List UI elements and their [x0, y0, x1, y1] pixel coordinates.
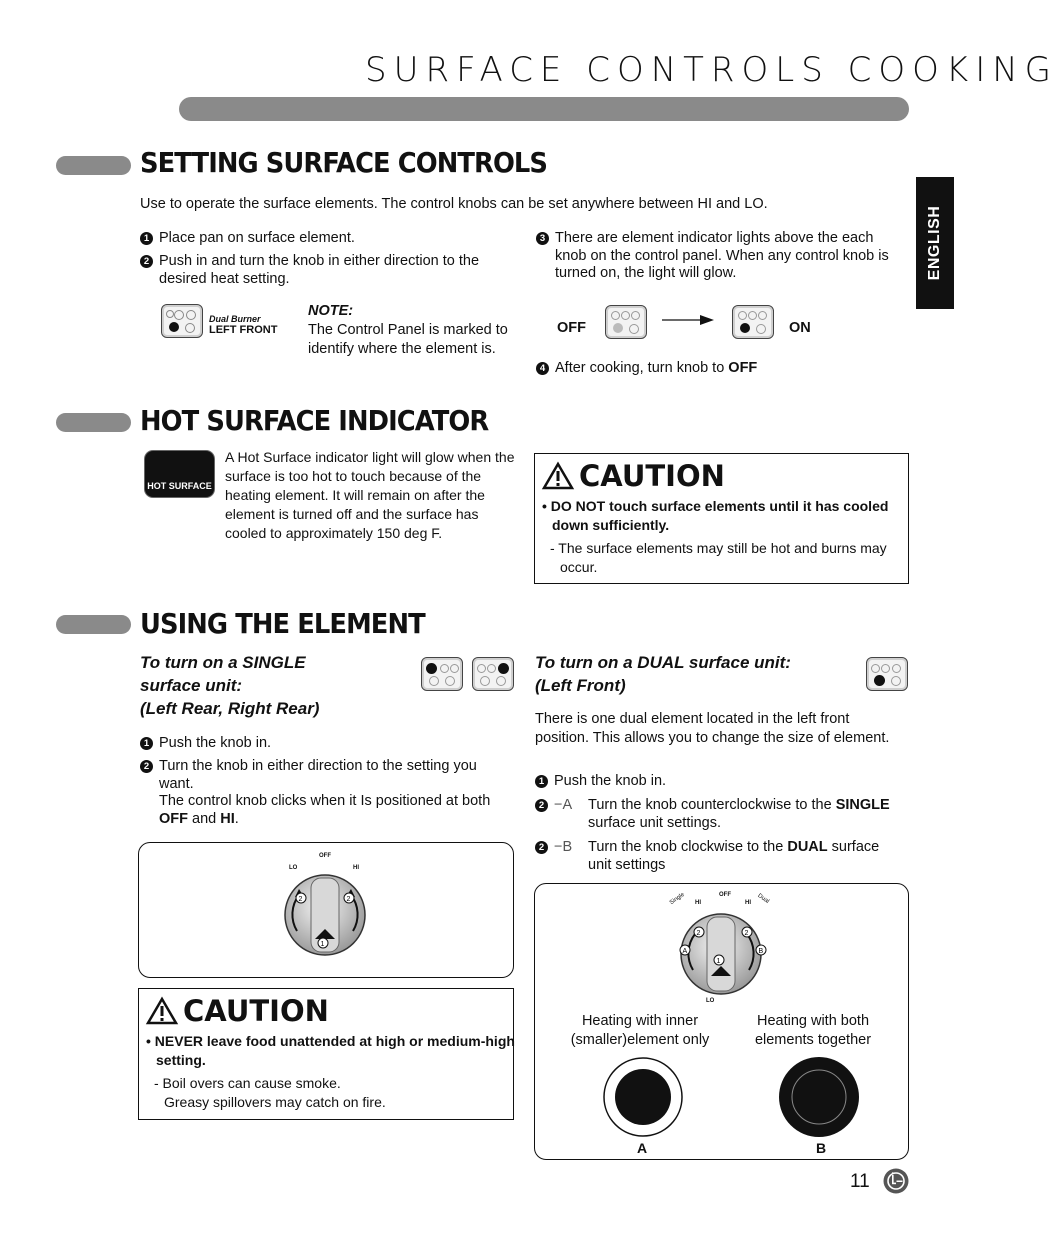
- heat-inner-label: Heating with inner (smaller)element only: [570, 1013, 710, 1048]
- dual-step-2a: 2 −A Turn the knob counterclockwise to the SINGLE surface unit settings.: [535, 797, 905, 832]
- knob-hi-right-label: HI: [745, 900, 751, 906]
- knob-hi-left-label: HI: [695, 900, 701, 906]
- warning-triangle-icon: [543, 462, 573, 490]
- dual-title: To turn on a DUAL surface unit: (Left Front): [535, 653, 791, 695]
- page-title: SURFACE CONTROLS COOKING: [365, 50, 1058, 90]
- caution-title: CAUTION: [147, 994, 329, 1028]
- dual-burner-panel-icon: [161, 304, 203, 338]
- caution-sub: - Boil overs can cause smoke. Greasy spillovers may catch on fire.: [154, 1075, 386, 1110]
- caution-box-unattended: [138, 988, 514, 1120]
- dual-step-1: 1 Push the knob in.: [535, 773, 905, 791]
- caution-box-touch: [534, 453, 909, 584]
- single-step-2: 2 Turn the knob in either direction to the setting you want. The control knob clicks when it Is positioned at both OFF and HI.: [140, 758, 510, 828]
- note-text: The Control Panel is marked to identify where the element is.: [308, 322, 508, 357]
- panel-icon-left-rear: [421, 657, 463, 691]
- panel-icon-right-rear: [472, 657, 514, 691]
- dual-step-2b: 2 −B Turn the knob clockwise to the DUAL surface unit settings: [535, 839, 905, 874]
- setting-heading: SETTING SURFACE CONTROLS: [140, 146, 548, 179]
- svg-text:B: B: [758, 948, 764, 955]
- dual-knob-icon: [663, 891, 783, 1012]
- setting-step-4: 4 After cooking, turn knob to OFF: [536, 360, 901, 378]
- off-label: OFF: [557, 320, 586, 336]
- knob-lo-label: LO: [706, 998, 715, 1004]
- svg-text:1: 1: [320, 941, 325, 948]
- caution-bullet: • NEVER leave food unattended at high or medium-high setting.: [146, 1033, 515, 1068]
- note-title: NOTE:: [308, 303, 354, 319]
- label-b: B: [816, 1140, 827, 1156]
- knob-dual-label: Dual: [756, 893, 770, 905]
- lg-logo-icon: [883, 1168, 909, 1194]
- section-pill: [56, 156, 131, 175]
- single-title: To turn on a SINGLE surface unit: (Left Rear, Right Rear): [140, 653, 320, 718]
- svg-text:2: 2: [696, 930, 701, 937]
- setting-intro: Use to operate the surface elements. The control knobs can be set anywhere between HI and LO.: [140, 196, 768, 212]
- title-bar: [179, 97, 909, 121]
- single-step-1: 1 Push the knob in.: [140, 735, 510, 753]
- setting-step-3: 3 There are element indicator lights above the each knob on the control panel. When any control knob is turned on, the light will glow.: [536, 230, 901, 283]
- using-heading: USING THE ELEMENT: [140, 607, 425, 640]
- caution-sub: - The surface elements may still be hot and burns may occur.: [550, 540, 887, 575]
- dual-knob-diagram: [534, 883, 909, 1160]
- svg-text:A: A: [682, 948, 688, 955]
- svg-text:2: 2: [346, 896, 351, 903]
- svg-text:2: 2: [298, 896, 303, 903]
- hot-surface-badge: HOT SURFACE: [145, 451, 214, 497]
- section-pill: [56, 413, 131, 432]
- knob-off-label: OFF: [719, 892, 731, 898]
- caution-title: CAUTION: [543, 459, 725, 493]
- svg-text:1: 1: [716, 958, 721, 965]
- knob-lo-label: LO: [289, 865, 298, 871]
- single-knob-icon: [267, 853, 387, 973]
- dual-burner-label: Dual Burner: [209, 314, 261, 324]
- on-label: ON: [789, 320, 811, 336]
- label-a: A: [637, 1140, 648, 1156]
- arrow-right-icon: [662, 313, 714, 327]
- single-knob-diagram: [138, 842, 514, 978]
- setting-step-2: 2 Push in and turn the knob in either direction to the desired heat setting.: [140, 253, 515, 288]
- language-label: ENGLISH: [926, 205, 943, 281]
- dual-element-icon: [778, 1056, 860, 1138]
- hot-surface-heading: HOT SURFACE INDICATOR: [140, 404, 489, 437]
- caution-bullet: • DO NOT touch surface elements until it has cooled down sufficiently.: [542, 498, 889, 533]
- hot-surface-text: A Hot Surface indicator light will glow when the surface is too hot to touch because of the heating element. It will remain on after the element is turned off and the surface has cooled to approximately 150 deg F.: [225, 449, 515, 541]
- panel-icon-on: [732, 305, 774, 339]
- language-tab: [916, 177, 954, 309]
- inner-element-icon: [602, 1056, 684, 1138]
- knob-off-label: OFF: [319, 853, 331, 859]
- panel-icon-left-front: [866, 657, 908, 691]
- left-front-label: LEFT FRONT: [209, 324, 278, 336]
- setting-step-1: 1 Place pan on surface element.: [140, 230, 520, 248]
- knob-hi-label: HI: [353, 865, 359, 871]
- panel-icon-off: [605, 305, 647, 339]
- heat-both-label: Heating with both elements together: [754, 1013, 872, 1048]
- section-pill: [56, 615, 131, 634]
- dual-intro: There is one dual element located in the left front position. This allows you to change the size of element.: [535, 711, 890, 746]
- svg-text:2: 2: [744, 930, 749, 937]
- warning-triangle-icon: [147, 997, 177, 1025]
- knob-single-label: Single: [668, 891, 686, 907]
- page-number: 11: [850, 1171, 870, 1192]
